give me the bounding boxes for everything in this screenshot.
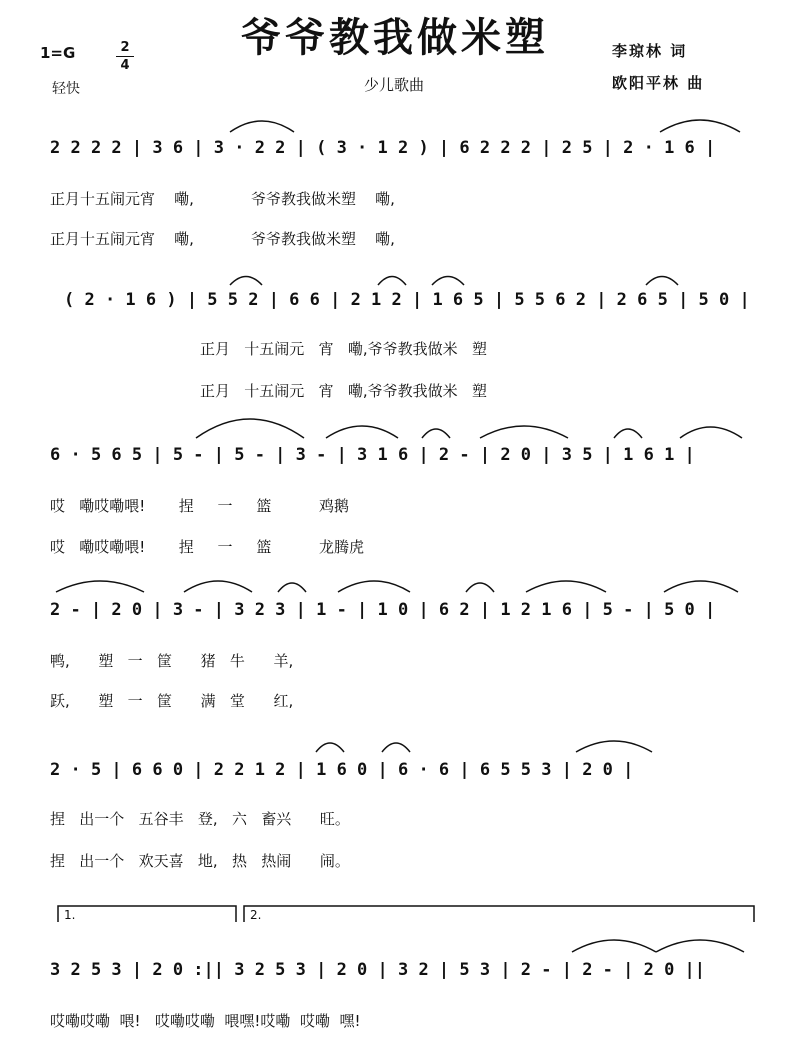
volta-2-label: 2. [250,908,262,922]
slur [422,429,450,438]
slur [660,120,740,132]
lyric-row-1-verse-2: 正月十五闹元宵 嘞, 爷爷教我做米塑 嘞, [50,230,395,248]
time-signature-bottom: 4 [120,58,130,73]
volta-2-bracket [244,906,754,922]
slur [646,277,678,286]
slur [56,581,144,592]
slur [382,743,410,752]
lyric-row-2-verse-2: 正月 十五闹元 宵 嘞,爷爷教我做米 塑 [200,382,487,400]
lyric-row-5-verse-2: 捏 出一个 欢天喜 地, 热 热闹 闹。 [50,852,350,870]
lyricist-credit: 李琼林 词 [612,42,688,60]
slur [576,741,652,752]
lyric-row-6: 哎嘞哎嘞 喂! 哎嘞哎嘞 喂嘿!哎嘞 哎嘞 嘿! [50,1012,361,1030]
notation-row-3: 6 · 5 6 5 | 5 - | 5 - | 3 - | 3 1 6 | 2 - | 2 0 | 3 5 | 1 6 1 | [50,445,695,465]
slur [316,743,344,752]
slur [378,277,406,286]
slur [656,940,744,952]
composer-credit: 欧阳平林 曲 [612,74,705,92]
slur [466,583,494,592]
tempo-marking: 轻快 [52,81,80,97]
slur [338,581,410,592]
lyric-row-4-verse-1: 鸭, 塑 一 筐 猪 牛 羊, [50,652,294,670]
slur [664,581,738,592]
subtitle: 少儿歌曲 [364,76,425,94]
notation-row-1: 2 2 2 2 | 3 6 | 3 · 2 2 | ( 3 · 1 2 ) | 6 2 2 2 | 2 5 | 2 · 1 6 | [50,138,716,158]
slur [278,583,306,592]
slur [196,419,304,438]
slur [184,581,252,592]
lyric-row-3-verse-1: 哎 嘞哎嘞喂! 捏 一 篮 鸡鹅 [50,497,350,515]
lyric-row-5-verse-1: 捏 出一个 五谷丰 登, 六 畜兴 旺。 [50,810,350,828]
notation-row-2: ( 2 · 1 6 ) | 5 5 2 | 6 6 | 2 1 2 | 1 6 5 | 5 5 6 2 | 2 6 5 | 5 0 | [64,290,750,310]
slur [432,277,464,286]
slur [230,277,262,286]
volta-1-label: 1. [64,908,76,922]
volta-1-bracket [58,906,236,922]
lyric-row-2-verse-1: 正月 十五闹元 宵 嘞,爷爷教我做米 塑 [200,340,487,358]
lyric-row-3-verse-2: 哎 嘞哎嘞喂! 捏 一 篮 龙腾虎 [50,538,365,556]
notation-row-5: 2 · 5 | 6 6 0 | 2 2 1 2 | 1 6 0 | 6 · 6 | 6 5 5 3 | 2 0 | [50,760,634,780]
time-signature-top: 2 [120,40,130,55]
slur [680,427,742,438]
slur [614,429,642,438]
time-signature [116,40,134,73]
lyric-row-1-verse-1: 正月十五闹元宵 嘞, 爷爷教我做米塑 嘞, [50,190,395,208]
notation-row-4: 2 - | 2 0 | 3 - | 3 2 3 | 1 - | 1 0 | 6 2 | 1 2 1 6 | 5 - | 5 0 | [50,600,716,620]
slur [572,940,656,952]
time-signature-bar [116,56,134,57]
slur [326,426,398,438]
slur [230,121,294,132]
lyric-row-4-verse-2: 跃, 塑 一 筐 满 堂 红, [50,692,294,710]
slur [526,581,606,592]
key-signature: 1=G [40,44,76,62]
slur [480,426,568,438]
notation-row-6: 3 2 5 3 | 2 0 :|| 3 2 5 3 | 2 0 | 3 2 | 5 3 | 2 - | 2 - | 2 0 || [50,960,706,980]
song-title: 爷爷教我做米塑 [241,14,549,61]
